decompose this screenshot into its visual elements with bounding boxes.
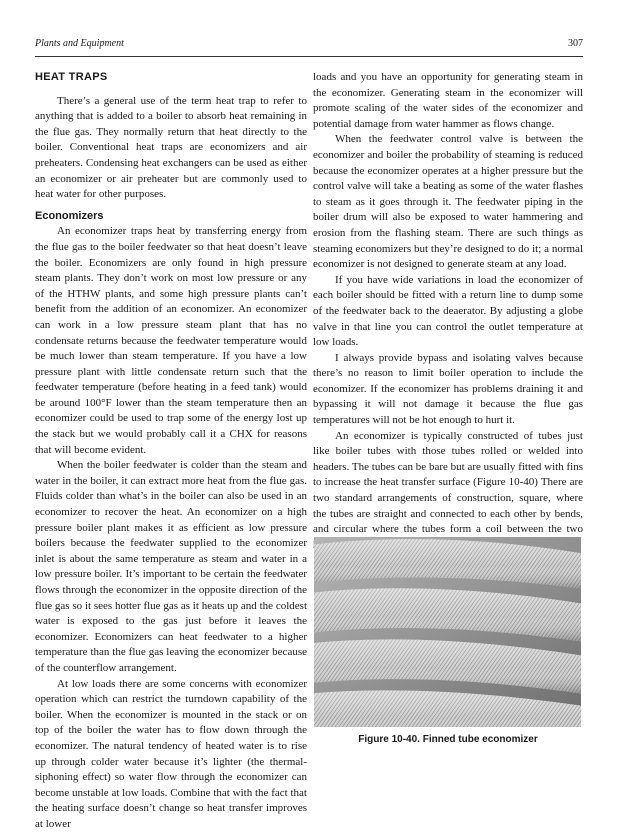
paragraph: There’s a general use of the term heat trap to refer to anything that is added to a boiler to absorb heat remaining in the flue gas. They normally return that heat directly to the boiler. Conventional heat traps are economizers and air preheaters. Condensing heat exchangers can be used as either an economizer or air preheater but are commonly used to heat water for other purposes. — [35, 94, 307, 201]
running-header — [35, 36, 583, 52]
subheading-economizers: Economizers — [35, 209, 104, 222]
paragraph: If you have wide variations in load the economizer of each boiler should be fitted with a return line to dump some of the feedwater back to the deaerator. By adjusting a globe valve in that line you can control the outlet temperature at low loads. — [313, 273, 583, 349]
paragraph: I always provide bypass and isolating valves because there’s no reason to limit boiler operation to include the economizer. If the economizer has problems draining it and bypassing it will not damage it because the flue gas temperatures will not be hot enough to hurt it. — [313, 351, 583, 427]
paragraph: At low loads there are some concerns with economizer operation which can restrict the turndown capability of the boiler. When the economizer is mounted in the stack or on top of the boiler the water has to flow down through the economizer. The natural tendency of heated water is to rise up through colder water because it’s lighter (the thermal-siphoning effect) so water flow through the economizer can become unstable at low loads. Combine that with the fact that the heating surface doesn’t change so heat transfer improves at lower — [35, 677, 307, 830]
heading-heat-traps: HEAT TRAPS — [35, 71, 108, 83]
paragraph: An economizer is typically constructed of tubes just like boiler tubes with those tubes rolled or welded into headers. The tubes can be bare but are usually fitted with fins to increase the heat transfer surface (Figure 10-40) There are two standard arrangements of construction, square, where the tubes are straight and connected to each other by bends, and circular where the tubes form a coil between the two — [313, 429, 583, 536]
figure-caption: Figure 10-40. Finned tube economizer — [358, 734, 538, 745]
paragraph: When the feedwater control valve is between the economizer and boiler the probability of steaming is reduced because the economizer operates at a higher pressure but the control valve will take a beating as some of the water flashes to steam as it goes through it. The feedwater piping in the boiler drum will also be exposed to water hammering and erosion from the flashing steam. There are such things as steaming economizers but they’re designed to do it; a normal economizer is not designed to generate steam at any load. — [313, 133, 583, 271]
section-title: Plants and Equipment — [35, 38, 124, 49]
page-number: 307 — [568, 38, 583, 49]
right-column — [313, 70, 583, 553]
paragraph: loads and you have an opportunity for generating steam in the economizer. Generating steam in the economizer will promote scaling of the water sides of the economizer and potential damage from water hammer as flows change. — [313, 71, 583, 130]
left-column — [35, 70, 307, 833]
finned-tube-illustration — [314, 537, 581, 727]
finned-tube-photo — [314, 537, 581, 727]
paragraph: When the boiler feedwater is colder than the steam and water in the boiler, it can extract more heat from the flue gas. Fluids colder than what’s in the boiler can also be used in an economizer to recover the heat. An economizer on a high pressure boiler plant makes it as efficient as low pressure boilers because the feedwater supplied to the economizer inlet is about the same temperature as steam and water in a low pressure boiler. It’s important to be certain the feedwater flows through the economizer in the opposite direction of the flue gas so it sees hotter flue gas as it heats up and the coldest water is exposed to the gas just before it leaves the economizer. Economizers can heat feedwater to a higher temperature than the flue gas leaving the economizer because of the counterflow arrangement. — [35, 459, 307, 674]
paragraph: An economizer traps heat by transferring energy from the flue gas to the boiler feedwater so that heat doesn’t leave the boiler. Economizers are only found in high pressure steam plants. They don’t work on most low pressure or any of the HTHW plants, and some high pressure plants can’t benefit from the addition of an economizer. An economizer can work in a low pressure steam plant that has no condensate returns because the feedwater temperature would be much lower than steam temperature. If you have a low pressure plant with little condensate return such that the feedwater temperature (before heating in a feed tank) would be around 100°F lower than the steam temperature then an economizer could be used to trap some of the energy lost up the stack but we would probably call it a CHX for reasons that will become evident. — [35, 225, 307, 456]
header-rule — [35, 56, 583, 57]
